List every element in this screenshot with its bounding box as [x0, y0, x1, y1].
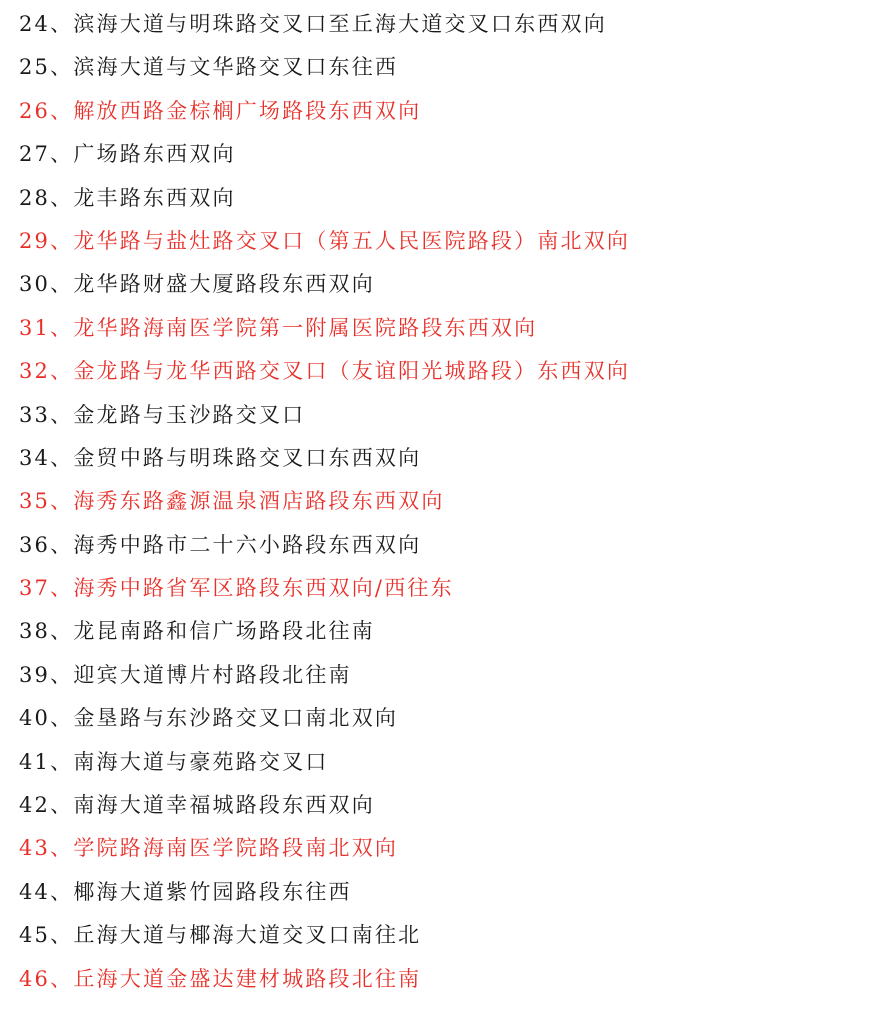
- list-item: 44、椰海大道紫竹园路段东往西: [19, 879, 352, 904]
- list-item: 33、金龙路与玉沙路交叉口: [19, 402, 306, 427]
- list-item: 32、金龙路与龙华西路交叉口（友谊阳光城路段）东西双向: [19, 359, 631, 384]
- list-item: 24、滨海大道与明珠路交叉口至丘海大道交叉口东西双向: [19, 12, 607, 36]
- road-list: [19, 3, 630, 1001]
- list-item: 46、丘海大道金盛达建材城路段北往南: [19, 966, 422, 991]
- list-item: 45、丘海大道与椰海大道交叉口南往北: [19, 923, 422, 948]
- list-item: 35、海秀东路鑫源温泉酒店路段东西双向: [19, 489, 445, 514]
- list-item: 37、海秀中路省军区路段东西双向/西往东: [19, 576, 454, 601]
- list-item: 36、海秀中路市二十六小路段东西双向: [19, 532, 422, 557]
- list-item: 38、龙昆南路和信广场路段北往南: [19, 619, 375, 644]
- list-item: 25、滨海大道与文华路交叉口东往西: [19, 55, 399, 80]
- list-item: 39、迎宾大道博片村路段北往南: [19, 662, 352, 687]
- list-item: 40、金垦路与东沙路交叉口南北双向: [19, 706, 399, 731]
- list-item: 42、南海大道幸福城路段东西双向: [19, 793, 375, 818]
- list-item: 30、龙华路财盛大厦路段东西双向: [19, 272, 375, 297]
- list-item: 26、解放西路金棕榈广场路段东西双向: [19, 98, 422, 123]
- list-item: 34、金贸中路与明珠路交叉口东西双向: [19, 445, 422, 470]
- list-item: 41、南海大道与豪苑路交叉口: [19, 749, 329, 774]
- list-item: 29、龙华路与盐灶路交叉口（第五人民医院路段）南北双向: [19, 228, 631, 253]
- list-item: 27、广场路东西双向: [19, 142, 236, 167]
- list-item: 28、龙丰路东西双向: [19, 185, 236, 210]
- list-item: 43、学院路海南医学院路段南北双向: [19, 836, 399, 861]
- list-item: 31、龙华路海南医学院第一附属医院路段东西双向: [19, 315, 538, 340]
